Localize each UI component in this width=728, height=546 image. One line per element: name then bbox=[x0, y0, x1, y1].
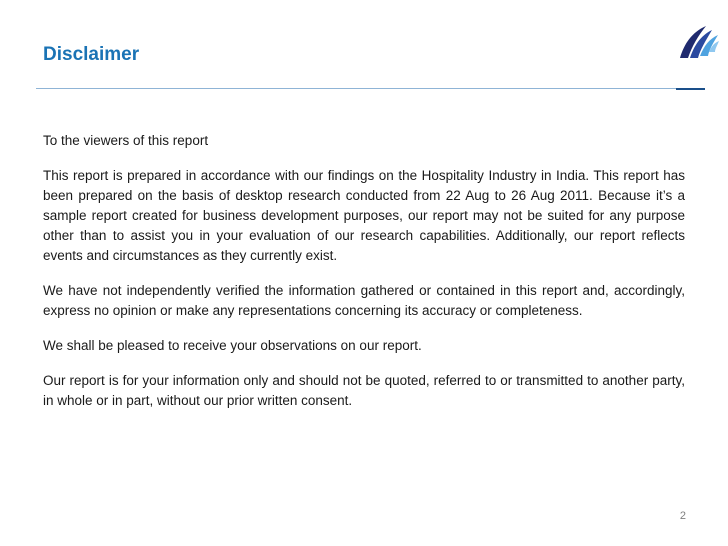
header-divider-accent bbox=[676, 88, 705, 90]
paragraph-verification: We have not independently verified the information gathered or contained in this report and, accordingly, express no opinion or make any representations concerning its accuracy or completeness. bbox=[43, 283, 685, 318]
page-title: Disclaimer bbox=[43, 44, 140, 65]
page-number: 2 bbox=[679, 510, 686, 522]
intro-line: To the viewers of this report bbox=[43, 133, 209, 148]
paragraph-scope: This report is prepared in accordance with our findings on the Hospitality Industry in India. This report has been prepared on the basis of desktop research conducted from 22 Aug to 26 Aug 2011. Because it’s a sample report created for business development purposes, our report may not be suited for any purpose other than to assist you in your evaluation of our research capabilities. Additionally, our report reflects events and circumstances as they currently exist. bbox=[43, 168, 685, 263]
disclaimer-body bbox=[43, 131, 685, 426]
header-divider bbox=[36, 88, 705, 89]
brand-logo-icon bbox=[676, 20, 720, 64]
paragraph-confidentiality: Our report is for your information only and should not be quoted, referred to or transmitted to another party, in whole or in part, without our prior written consent. bbox=[43, 373, 685, 408]
paragraph-feedback: We shall be pleased to receive your observations on our report. bbox=[43, 338, 422, 353]
